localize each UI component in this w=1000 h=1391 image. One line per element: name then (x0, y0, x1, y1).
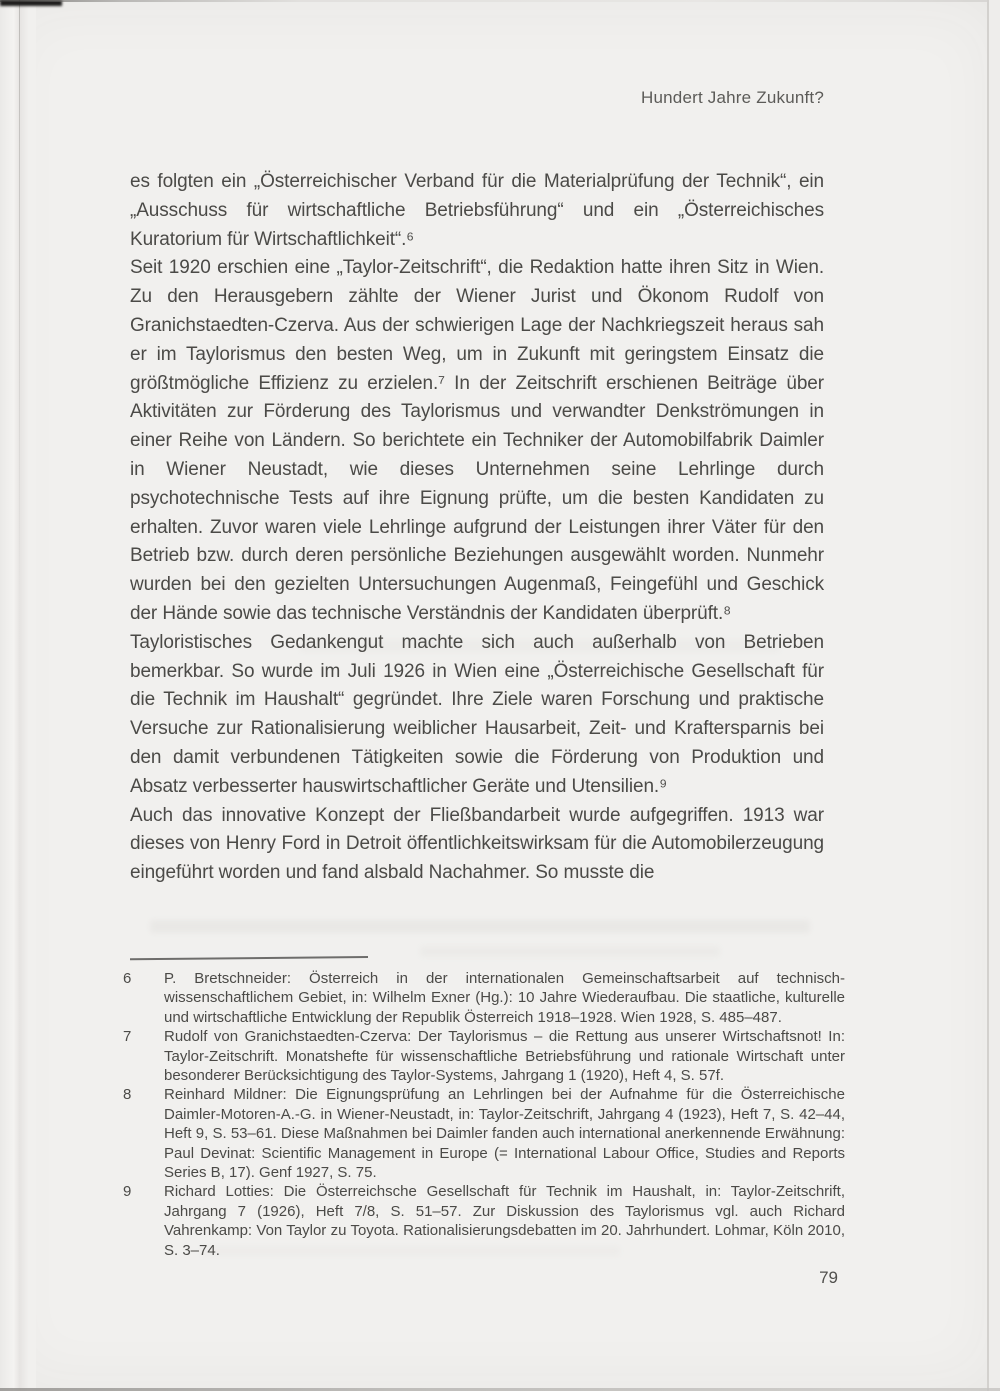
footnote-number: 8 (123, 1086, 132, 1104)
body-paragraph: Auch das innovative Konzept der Fließbandarbeit wurde aufgegriffen. 1913 war dieses von Henry Ford in Detroit öffentlichkeitswirksam für die Automobilerzeugung eingeführt worden und fand alsbald Nachahmer. So musste die (130, 804, 824, 884)
running-header: Hundert Jahre Zukunft? (641, 88, 824, 107)
footnote-item (123, 1085, 845, 1182)
body-text-block (130, 168, 824, 888)
body-paragraph: Tayloristisches Gedankengut machte sich auch außerhalb von Betrieben bemerkbar. So wurde im Juli 1926 in Wien eine „Österreichische Gesellschaft für die Technik im Haushalt“ gegründet. Ihre Ziele waren Forschung und praktische Versuche zur Rationalisierung weiblicher Hausarbeit, Zeit- und Kraftersparnis bei den damit verbundenen Tätigkeiten sowie die Förderung von Produktion und Absatz verbesserter hauswirtschaftlicher Geräte und Utensilien.⁹ (130, 631, 824, 797)
page-top-edge (0, 0, 1000, 2)
footnote-item (123, 969, 845, 1027)
body-paragraph: es folgten ein „Österreichischer Verband für die Materialprüfung der Technik“, ein „Ausschuss für wirtschaftliche Betriebsführung“ und ein „Österreichisches Kuratorium für Wirtschaftlichkeit“.⁶ (130, 171, 824, 250)
page-number: 79 (819, 1268, 838, 1287)
footnote-text: P. Bretschneider: Österreich in der internationalen Gemeinschaftsarbeit auf technisch-wissenschaftlichem Gebiet, in: Wilhelm Exner (Hg.): 10 Jahre Wiederaufbau. Die staatliche, kulturelle und wirtschaftliche Entwicklung der Republik Österreich 1918–1928. Wien 1928, S. 485–487. (164, 970, 845, 1026)
footnote-number: 6 (123, 970, 132, 987)
bleed-through-ghost (150, 920, 810, 933)
footnote-text: Rudolf von Granichstaedten-Czerva: Der Taylorismus – die Rettung aus unserer Wirtschaftsnot! In: Taylor-Zeitschrift. Monatshefte für wissenschaftliche Betriebsführung und rationale Wirtschaft unter besonderer Berücksichtigung des Taylor-Systems, Jahrgang 1 (1920), Heft 4, S. 57f. (164, 1028, 845, 1085)
footnote-text: Richard Lotties: Die Österreichsche Gesellschaft für Technik im Haushalt, in: Taylor-Zeitschrift, Jahrgang 7 (1926), Heft 7/8, S. 51–57. Zur Diskussion des Taylorismus vgl. auch Richard Vahrenkamp: Von Taylor zu Toyota. Rationalisierungsdebatten im 20. Jahrhundert. Lohmar, Köln 2010, S. 3–74. (164, 1183, 845, 1259)
footnote-item (123, 1182, 845, 1260)
footnote-separator-rule (130, 956, 368, 960)
footnote-number: 7 (123, 1028, 132, 1046)
bleed-through-ghost (420, 946, 720, 957)
footnote-text: Reinhard Mildner: Die Eignungsprüfung an Lehrlingen bei der Aufnahme für die Österreichische Daimler-Motoren-A.-G. in Wiener-Neustadt, in: Taylor-Zeitschrift, Jahrgang 4 (1923), Heft 7, S. 42–44, Heft 9, S. 53–61. Diese Maßnahmen bei Daimler fanden auch international anerkennende Erwähnung: Paul Devinat: Scientific Management in Europe (= International Labour Office, Studies and Reports Series B, 17). Genf 1927, S. 75. (164, 1086, 845, 1182)
page-gutter-crease-secondary (19, 0, 20, 600)
footnote-item (123, 1027, 845, 1085)
body-paragraph: Seit 1920 erschien eine „Taylor-Zeitschrift“, die Redaktion hatte ihren Sitz in Wien. Zu den Herausgebern zählte der Wiener Jurist und Ökonom Rudolf von Granichstaedten-Czerva. Aus der schwierigen Lage der Nachkriegszeit heraus sah er im Taylorismus den besten Weg, um in Zukunft mit geringstem Einsatz die größtmögliche Effizienz zu erzielen.⁷ In der Zeitschrift erschienen Beiträge über Aktivitäten zur Förderung des Taylorismus und verwandter Denkströmungen in einer Reihe von Ländern. So berichtete ein Techniker der Automobilfabrik Daimler in Wiener Neustadt, wie dieses Unternehmen seine Lehrlinge durch psychotechnische Tests auf ihre Eignung prüfte, um die besten Kandidaten zu erhalten. Zuvor waren viele Lehrlinge aufgrund der Leistungen ihrer Väter für den Betrieb bzw. durch deren persönliche Beziehungen ausgewählt worden. Nunmehr wurden bei den gezielten Untersuchungen Augenmaß, Feingefühl und Geschick der Hände sowie das technische Verständnis der Kandidaten überprüft.⁸ (130, 257, 824, 624)
footnote-number: 9 (123, 1183, 132, 1201)
footnotes-block (123, 969, 845, 1260)
page-right-margin-band (989, 0, 1000, 1391)
